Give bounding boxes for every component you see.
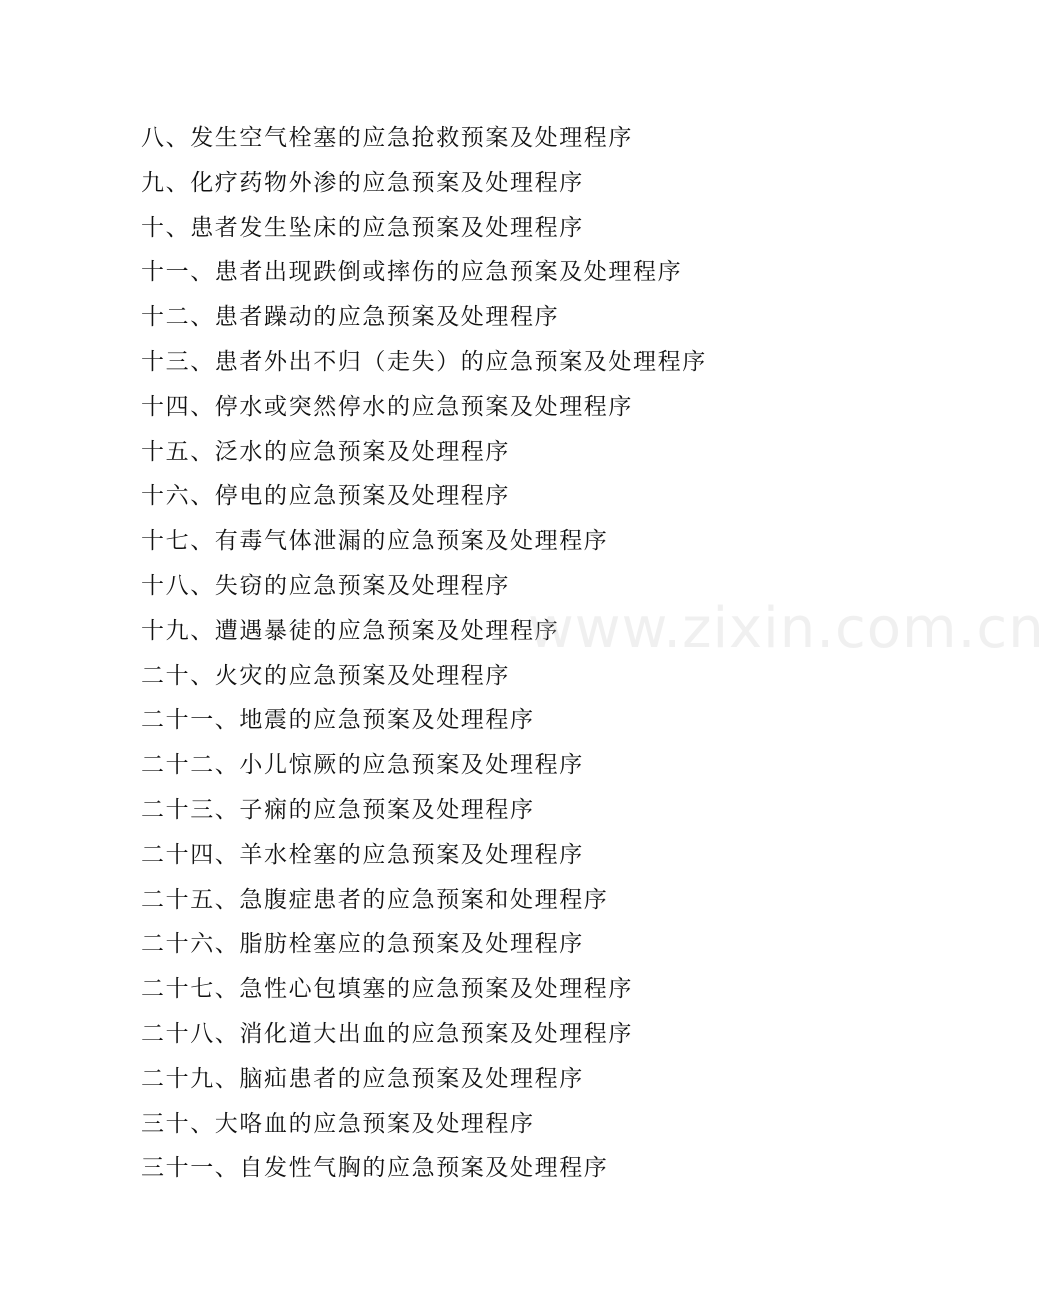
list-item: 九、化疗药物外渗的应急预案及处理程序 bbox=[141, 169, 584, 196]
list-item: 十二、患者躁动的应急预案及处理程序 bbox=[141, 304, 560, 331]
list-item: 三十、大咯血的应急预案及处理程序 bbox=[141, 1110, 535, 1137]
list-item: 十七、有毒气体泄漏的应急预案及处理程序 bbox=[141, 528, 609, 555]
list-item: 二十三、子痫的应急预案及处理程序 bbox=[141, 796, 535, 823]
list-item: 二十、火灾的应急预案及处理程序 bbox=[141, 662, 510, 689]
list-item: 十、患者发生坠床的应急预案及处理程序 bbox=[141, 214, 584, 241]
list-item: 二十二、小儿惊厥的应急预案及处理程序 bbox=[141, 752, 584, 779]
list-item: 二十一、地震的应急预案及处理程序 bbox=[141, 707, 535, 734]
list-item: 二十六、脂肪栓塞应的急预案及处理程序 bbox=[141, 931, 584, 958]
list-item: 三十一、自发性气胸的应急预案及处理程序 bbox=[141, 1155, 609, 1182]
list-item: 十四、停水或突然停水的应急预案及处理程序 bbox=[141, 393, 633, 420]
list-item: 二十九、脑疝患者的应急预案及处理程序 bbox=[141, 1065, 584, 1092]
list-item: 十九、遭遇暴徒的应急预案及处理程序 bbox=[141, 617, 560, 644]
list-item: 十五、泛水的应急预案及处理程序 bbox=[141, 438, 510, 465]
list-item: 二十四、羊水栓塞的应急预案及处理程序 bbox=[141, 841, 584, 868]
watermark: www.zixin.com.cn bbox=[528, 596, 1045, 661]
contents-list bbox=[141, 116, 841, 1191]
list-item: 十一、患者出现跌倒或摔伤的应急预案及处理程序 bbox=[141, 259, 683, 286]
list-item: 八、发生空气栓塞的应急抢救预案及处理程序 bbox=[141, 125, 633, 151]
list-item: 十八、失窃的应急预案及处理程序 bbox=[141, 572, 510, 599]
list-item: 二十七、急性心包填塞的应急预案及处理程序 bbox=[141, 976, 633, 1003]
list-item: 十三、患者外出不归（走失）的应急预案及处理程序 bbox=[141, 348, 707, 375]
list-item: 十六、停电的应急预案及处理程序 bbox=[141, 483, 510, 510]
list-item: 二十八、消化道大出血的应急预案及处理程序 bbox=[141, 1020, 633, 1047]
list-item: 二十五、急腹症患者的应急预案和处理程序 bbox=[141, 886, 609, 913]
